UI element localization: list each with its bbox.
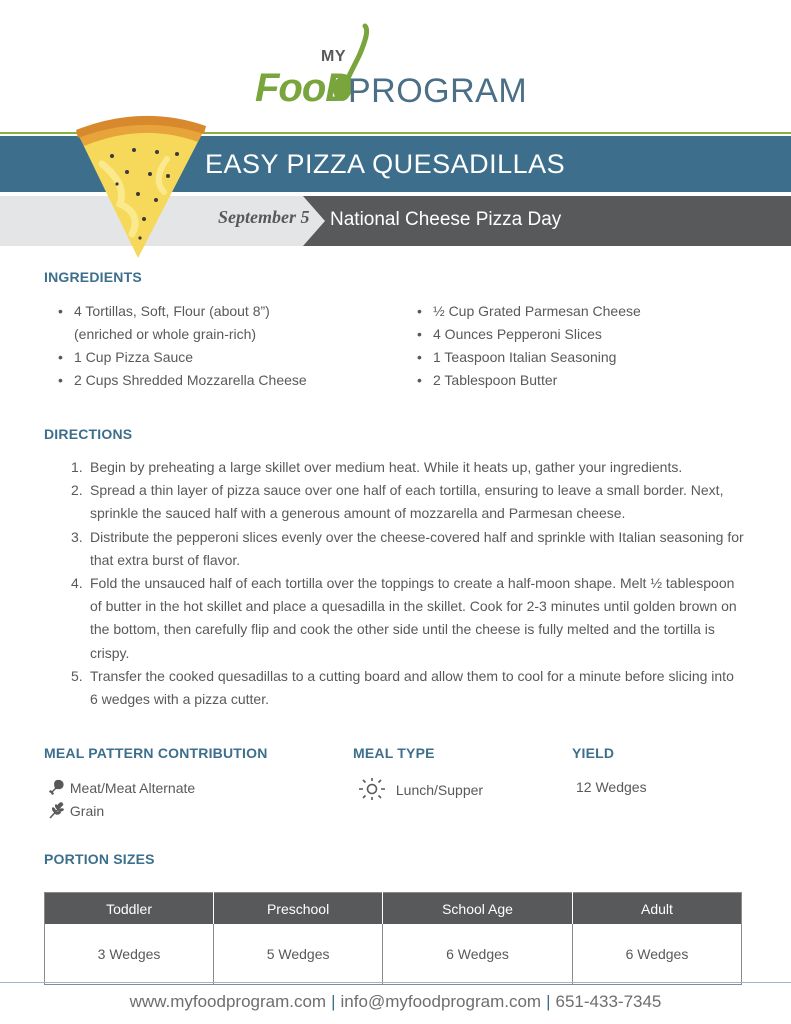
direction-step: 5. Transfer the cooked quesadillas to a cutting board and allow them to cool for a minute before slicing into 6 wedges with a pizza cutter. [71, 667, 734, 708]
direction-step: 3. Distribute the pepperoni slices evenly over the cheese-covered half and sprinkle with Italian seasoning for that extra burst of flavor. [71, 528, 744, 568]
sun-icon [358, 777, 386, 801]
yield-heading: YIELD [572, 745, 615, 761]
list-item: • 4 Ounces Pepperoni Slices [403, 323, 763, 346]
meal-pattern-item-meat [48, 777, 195, 800]
footer-phone: 651-433-7345 [555, 992, 662, 1011]
list-item: • 1 Cup Pizza Sauce [44, 346, 404, 369]
list-item: • ½ Cup Grated Parmesan Cheese [403, 300, 763, 323]
footer-website-link[interactable]: www.myfoodprogram.com [129, 992, 327, 1011]
meal-pattern-label: Meat/Meat Alternate [69, 780, 196, 796]
logo [255, 22, 545, 108]
direction-text: Distribute the pepperoni slices evenly over the cheese-covered half and sprinkle with Italian seasoning for that extra burst of flavor. [90, 528, 744, 568]
table-row [45, 924, 742, 985]
list-item: • 2 Cups Shredded Mozzarella Cheese [44, 369, 404, 392]
yield-value: 12 Wedges [576, 779, 647, 795]
ingredient-text: 4 Tortillas, Soft, Flour (about 8”) [74, 303, 270, 319]
table-cell: 6 Wedges [572, 924, 741, 985]
meal-type-heading: MEAL TYPE [353, 745, 435, 761]
portion-sizes-heading: PORTION SIZES [44, 851, 155, 867]
column-header: Toddler [45, 893, 214, 925]
portion-table [44, 892, 742, 985]
footer: www.myfoodprogram.com | info@myfoodprogram.com | 651-433-7345 [129, 992, 662, 1011]
direction-step: 1. Begin by preheating a large skillet over medium heat. While it heats up, gather your ingredients. [71, 459, 683, 475]
table-cell: 5 Wedges [214, 924, 383, 985]
table-cell: 6 Wedges [383, 924, 573, 985]
meal-pattern-item-grain [48, 800, 104, 823]
logo-my-text: MY [321, 48, 346, 65]
footer-divider [0, 982, 791, 983]
ingredients-heading: INGREDIENTS [44, 269, 142, 285]
direction-text: Begin by preheating a large skillet over medium heat. While it heats up, gather your ingredients. [90, 459, 683, 475]
meal-type-label: Lunch/Supper [395, 782, 484, 798]
logo-food-text: FooD [255, 66, 354, 110]
ingredient-note: (enriched or whole grain-rich) [74, 326, 257, 342]
holiday-label: National Cheese Pizza Day [330, 209, 562, 230]
column-header: Adult [572, 893, 741, 925]
footer-email-link[interactable]: info@myfoodprogram.com [340, 992, 542, 1011]
meal-pattern-heading: MEAL PATTERN CONTRIBUTION [44, 745, 268, 761]
drumstick-icon [48, 778, 66, 796]
ingredients-list-right [403, 300, 763, 392]
column-header: Preschool [214, 893, 383, 925]
recipe-title: EASY PIZZA QUESADILLAS [205, 149, 566, 179]
meal-pattern-label: Grain [69, 803, 105, 819]
pizza-slice-icon [72, 104, 212, 264]
directions-heading: DIRECTIONS [44, 426, 133, 442]
column-header: School Age [383, 893, 573, 925]
logo-program-text: PROGRAM [348, 72, 528, 110]
direction-step: 4. Fold the unsauced half of each tortilla over the toppings to create a half-moon shape. Melt ½ tablespoon of butter in the hot skillet and place a quesadilla in the skillet. Cook for 2-3 minutes until golden brown on the bottom, then carefully flip and cook the other side until the cheese is fully melted and the tortilla is crispy. [71, 575, 737, 661]
directions-list [44, 456, 744, 711]
direction-text: Fold the unsauced half of each tortilla over the toppings to create a half-moon shape. Melt ½ tablespoon of butter in the hot skillet and place a quesadilla in the skillet. Cook for 2-3 minutes until golden brown on the bottom, then carefully flip and cook the other side until the cheese is fully melted and the tortilla is crispy. [90, 575, 737, 661]
date-label: September 5 [218, 207, 310, 227]
list-item [44, 300, 404, 346]
direction-step: 2. Spread a thin layer of pizza sauce over one half of each tortilla, ensuring to leave a small border. Next, sprinkle the sauced half with a generous amount of mozzarella and Parmesan cheese. [71, 482, 724, 522]
direction-text: Transfer the cooked quesadillas to a cutting board and allow them to cool for a minute before slicing into 6 wedges with a pizza cutter. [90, 667, 734, 708]
list-item: • 2 Tablespoon Butter [403, 369, 763, 392]
ingredients-list-left [44, 300, 404, 392]
list-item: • 1 Teaspoon Italian Seasoning [403, 346, 763, 369]
wheat-icon [48, 801, 66, 819]
table-header-row [45, 893, 742, 925]
direction-text: Spread a thin layer of pizza sauce over one half of each tortilla, ensuring to leave a small border. Next, sprinkle the sauced half with a generous amount of mozzarella and Parmesan cheese. [90, 482, 724, 522]
table-cell: 3 Wedges [45, 924, 214, 985]
meal-type-item [358, 777, 483, 802]
